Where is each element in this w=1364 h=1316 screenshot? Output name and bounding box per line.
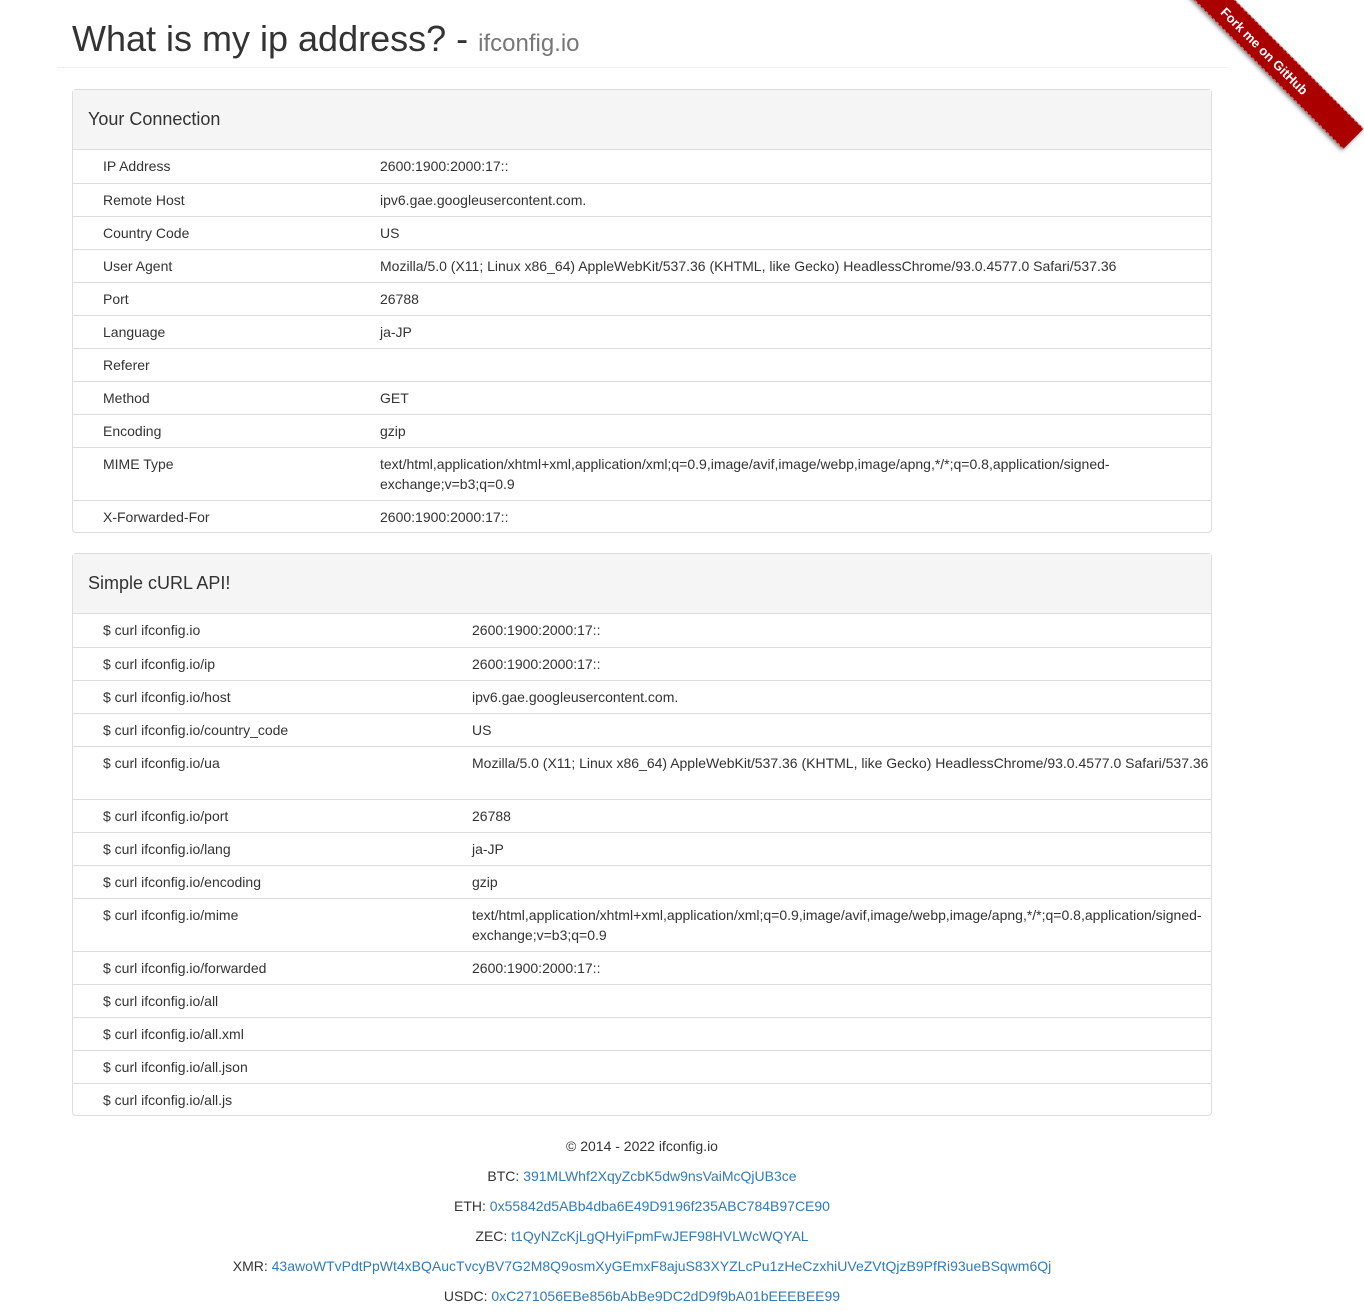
row-key: X-Forwarded-For — [103, 509, 210, 525]
row-value: US — [380, 225, 400, 241]
table-row — [73, 1017, 1211, 1050]
table-row — [73, 282, 1211, 315]
row-key: $ curl ifconfig.io/port — [103, 808, 229, 824]
donation-label: USDC: — [443, 1288, 492, 1304]
page-title — [72, 18, 580, 65]
row-key: $ curl ifconfig.io/host — [103, 689, 231, 705]
row-key: $ curl ifconfig.io/all — [103, 993, 219, 1009]
donation-label: ZEC: — [475, 1228, 512, 1244]
table-row — [73, 315, 1211, 348]
table-row — [73, 614, 1211, 647]
table-row — [73, 150, 1211, 183]
donation-label: XMR: — [232, 1258, 272, 1274]
row-value: 2600:1900:2000:17:: — [380, 509, 509, 525]
row-key: Method — [103, 390, 150, 406]
row-key: Referer — [103, 357, 150, 373]
row-value: Mozilla/5.0 (X11; Linux x86_64) AppleWebKit/537.36 (KHTML, like Gecko) HeadlessChrome/93.0.4577.0 Safari/537.36 — [380, 258, 1117, 274]
copyright: © 2014 - 2022 ifconfig.io — [566, 1138, 718, 1154]
row-value: 2600:1900:2000:17:: — [472, 622, 601, 638]
row-key: $ curl ifconfig.io/country_code — [103, 722, 289, 738]
page-title-text: What is my ip address? - — [72, 18, 479, 59]
row-value: 2600:1900:2000:17:: — [472, 960, 601, 976]
row-value: text/html,application/xhtml+xml,application/xml;q=0.9,image/avif,image/webp,image/apng,*/*;q=0.8,application/signed-exchange;v=b3;q=0.9 — [472, 907, 1202, 943]
row-value: 2600:1900:2000:17:: — [380, 158, 509, 174]
row-key: $ curl ifconfig.io/all.js — [103, 1092, 233, 1108]
row-value: ja-JP — [380, 324, 412, 340]
row-value: ipv6.gae.googleusercontent.com. — [472, 689, 679, 705]
table-row — [73, 348, 1211, 381]
table-row — [73, 898, 1211, 951]
site-name: ifconfig.io — [478, 30, 580, 57]
curl-panel-heading — [73, 554, 1211, 614]
row-key: $ curl ifconfig.io/lang — [103, 841, 231, 857]
row-value: 26788 — [472, 808, 511, 824]
page-header — [57, 0, 1227, 68]
table-row — [73, 500, 1211, 533]
table-row — [73, 951, 1211, 984]
table-row — [73, 183, 1211, 216]
donation-line — [0, 1166, 1284, 1196]
donation-address-link[interactable]: 391MLWhf2XqyZcbK5dw9nsVaiMcQjUB3ce — [523, 1168, 797, 1184]
row-value: 2600:1900:2000:17:: — [472, 656, 601, 672]
donation-address-link[interactable]: 0xC271056EBe856bAbBe9DC2dD9f9bA01bEEEBEE99 — [491, 1288, 841, 1304]
table-row — [73, 799, 1211, 832]
table-row — [73, 984, 1211, 1017]
curl-panel-title: Simple cURL API! — [88, 573, 231, 593]
row-key: $ curl ifconfig.io/forwarded — [103, 960, 267, 976]
donation-address-link[interactable]: t1QyNZcKjLgQHyiFpmFwJEF98HVLWcWQYAL — [511, 1228, 809, 1244]
row-value: US — [472, 722, 492, 738]
donation-list — [0, 1166, 1284, 1316]
table-row — [73, 216, 1211, 249]
row-key: Country Code — [103, 225, 190, 241]
row-key: User Agent — [103, 258, 173, 274]
donation-line — [0, 1286, 1284, 1316]
table-row — [73, 414, 1211, 447]
row-key: MIME Type — [103, 456, 174, 472]
connection-panel-heading — [73, 90, 1211, 150]
table-row — [73, 647, 1211, 680]
donation-line — [0, 1226, 1284, 1256]
row-value: ja-JP — [472, 841, 504, 857]
donation-line — [0, 1196, 1284, 1226]
row-key: Language — [103, 324, 166, 340]
row-value: ipv6.gae.googleusercontent.com. — [380, 192, 587, 208]
row-key: $ curl ifconfig.io/all.xml — [103, 1026, 244, 1042]
donation-address-link[interactable]: 43awoWTvPdtPpWt4xBQAucTvcyBV7G2M8Q9osmXyGEmxF8ajuS83XYZLcPu1zHeCzxhiUVeZVtQjzB9PfRi93ueBSqwm6Qj — [271, 1258, 1052, 1274]
table-row — [73, 713, 1211, 746]
row-key: IP Address — [103, 158, 171, 174]
donation-line — [0, 1256, 1284, 1286]
row-key: Port — [103, 291, 129, 307]
row-value: Mozilla/5.0 (X11; Linux x86_64) AppleWebKit/537.36 (KHTML, like Gecko) HeadlessChrome/93.0.4577.0 Safari/537.36 — [472, 755, 1209, 771]
row-key: Encoding — [103, 423, 162, 439]
row-key: $ curl ifconfig.io/ip — [103, 656, 216, 672]
fork-on-github-ribbon[interactable]: Fork me on GitHub — [1166, 0, 1363, 149]
row-value: gzip — [380, 423, 406, 439]
donation-label: ETH: — [454, 1198, 490, 1214]
table-row — [73, 381, 1211, 414]
table-row — [73, 746, 1211, 799]
table-row — [73, 447, 1211, 500]
row-key: $ curl ifconfig.io/all.json — [103, 1059, 248, 1075]
row-key: $ curl ifconfig.io/mime — [103, 907, 239, 923]
row-key: $ curl ifconfig.io/encoding — [103, 874, 261, 890]
table-row — [73, 865, 1211, 898]
row-value: gzip — [472, 874, 498, 890]
row-value: text/html,application/xhtml+xml,application/xml;q=0.9,image/avif,image/webp,image/apng,*/*;q=0.8,application/signed-exchange;v=b3;q=0.9 — [380, 456, 1110, 492]
row-key: $ curl ifconfig.io — [103, 622, 201, 638]
donation-address-link[interactable]: 0x55842d5ABb4dba6E49D9196f235ABC784B97CE90 — [489, 1198, 830, 1214]
table-row — [73, 249, 1211, 282]
table-row — [73, 1050, 1211, 1083]
table-row — [73, 832, 1211, 865]
connection-panel-title: Your Connection — [88, 109, 221, 129]
curl-api-panel — [72, 553, 1212, 1116]
row-key: Remote Host — [103, 192, 185, 208]
table-row — [73, 680, 1211, 713]
connection-table — [73, 150, 1211, 533]
donation-label: BTC: — [487, 1168, 524, 1184]
row-key: $ curl ifconfig.io/ua — [103, 755, 220, 771]
table-row — [73, 1083, 1211, 1116]
curl-table — [73, 614, 1211, 1116]
footer — [0, 1136, 1284, 1316]
row-value: GET — [380, 390, 409, 406]
row-value: 26788 — [380, 291, 419, 307]
connection-panel — [72, 89, 1212, 533]
